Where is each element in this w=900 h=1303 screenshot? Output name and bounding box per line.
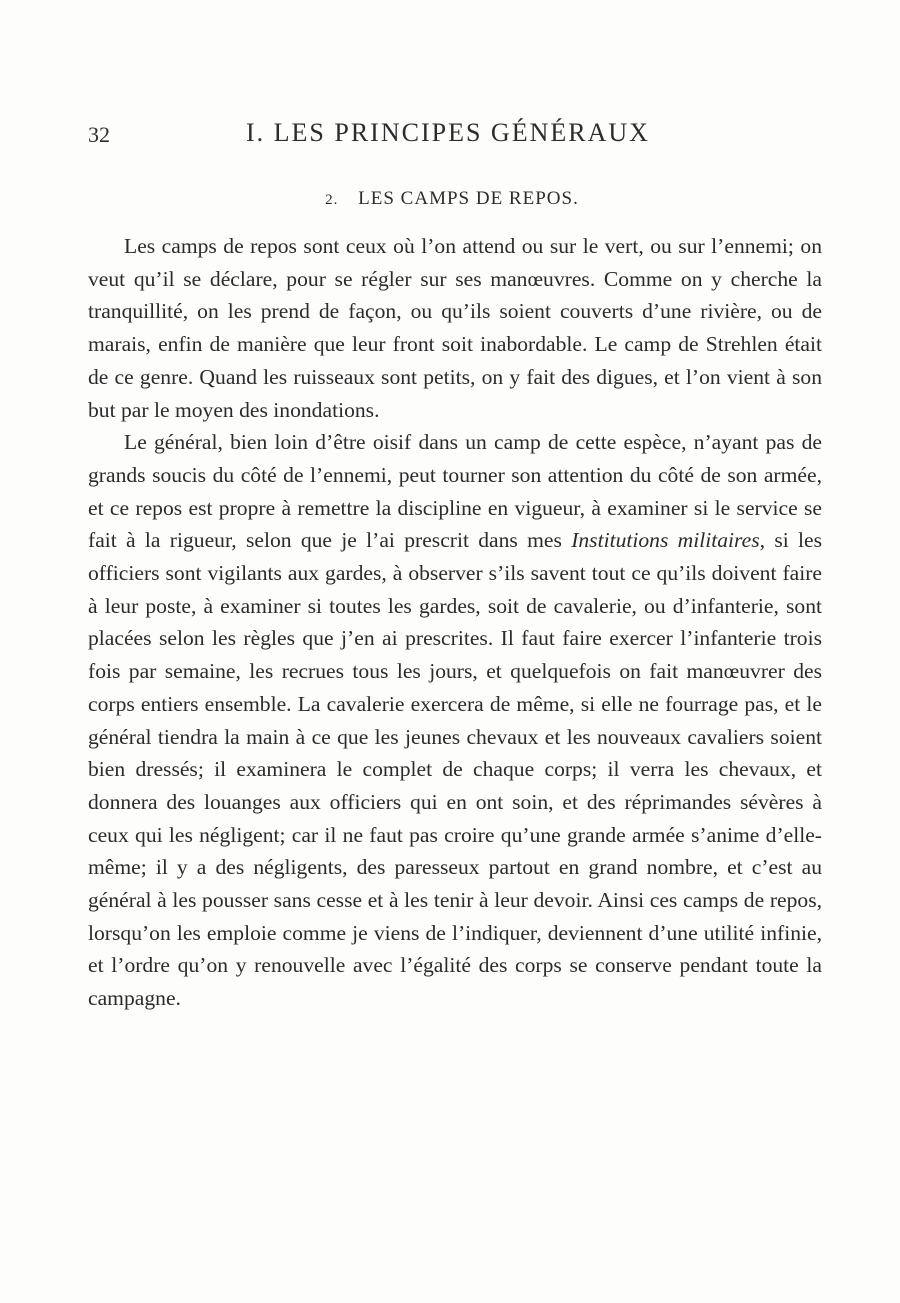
- section-number: 2.: [325, 192, 339, 208]
- page-header: [88, 118, 820, 154]
- section-heading: [0, 188, 900, 210]
- paragraph-1: Les camps de repos sont ceux où l’on attend ou sur le vert, ou sur l’ennemi; on veut qu’il se déclare, pour se régler sur ses manœuvres. Comme on y cherche la tranquillité, on les prend de façon, ou qu’ils soient couverts d’une rivière, ou de marais, enfin de manière que leur front soit inabordable. Le camp de Strehlen était de ce genre. Quand les ruisseaux sont petits, on y fait des digues, et l’on vient à son but par le moyen des inondations.: [88, 234, 822, 422]
- section-title: LES CAMPS DE REPOS.: [358, 188, 579, 209]
- page-number: 32: [88, 122, 110, 147]
- book-title-italic: Institutions militaires,: [571, 528, 766, 553]
- body-text: [88, 230, 822, 1015]
- paragraph-2-text-before: Le général, bien loin d’être oisif dans un camp de cette espèce, n’ayant pas de grands soucis du côté de l’ennemi, peut tourner son attention du côté de son armée, et ce repos est propre à remettre la discipline en vigueur, à examiner si le service se fait à la rigueur, selon que je l’ai prescrit dans mes: [88, 430, 822, 553]
- paragraph-2: [88, 426, 822, 1015]
- paragraph-2-text-after: si les officiers sont vigilants aux gardes, à observer s’ils savent tout ce qu’ils doivent faire à leur poste, à examiner si toutes les gardes, soit de cavalerie, ou d’infanterie, sont placées selon les règles que j’en ai prescrites. Il faut faire exercer l’infanterie trois fois par semaine, les recrues tous les jours, et quelquefois on fait manœuvrer des corps entiers ensemble. La cavalerie exercera de même, si elle ne fourrage pas, et le général tiendra la main à ce que les jeunes chevaux et les nouveaux cavaliers soient bien dressés; il examinera le complet de chaque corps; il verra les chevaux, et donnera des louanges aux officiers qui en ont soin, et des réprimandes sévères à ceux qui les négligent; car il ne faut pas croire qu’une grande armée s’anime d’elle-même; il y a des négligents, des paresseux partout en grand nombre, et c’est au général à les pousser sans cesse et à les tenir à leur devoir. Ainsi ces camps de repos, lorsqu’on les emploie comme je viens de l’indiquer, deviennent d’une utilité infinie, et l’ordre qu’on y renouvelle avec l’égalité des corps se conserve pendant toute la campagne.: [88, 528, 822, 1011]
- running-head: I. LES PRINCIPES GÉNÉRAUX: [246, 118, 650, 147]
